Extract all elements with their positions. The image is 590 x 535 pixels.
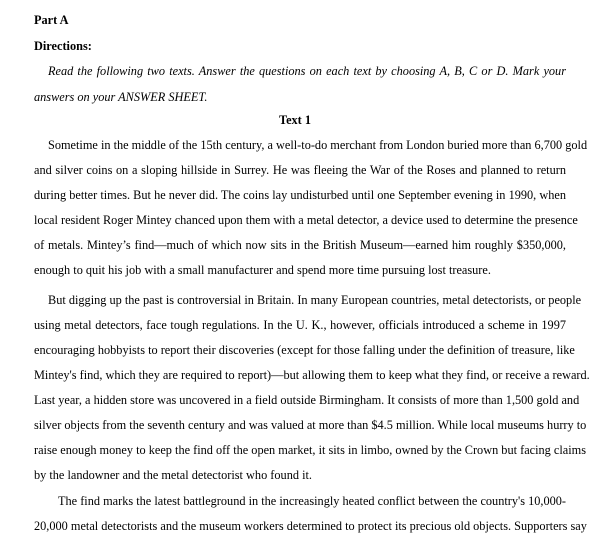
paragraph-1-line-1: Sometime in the middle of the 15th century, a well-to-do merchant from London buried more than 6,700 gold: [48, 138, 588, 152]
paragraph-1-line-6: enough to quit his job with a small manufacturer and spend more time pursuing lost treasure.: [34, 263, 491, 277]
directions-line-1: Read the following two texts. Answer the questions on each text by choosing A, B, C or D. Mark your: [48, 64, 566, 78]
text-title: Text 1: [279, 113, 311, 127]
paragraph-1-line-3: during better times. But he never did. The coins lay undisturbed until one September evening in 1990, when: [34, 188, 566, 202]
paragraph-3-line-2: 20,000 metal detectorists and the museum workers determined to protect its precious old objects. Supporters say: [34, 519, 587, 533]
paragraph-2-line-5: Last year, a hidden store was uncovered in a field outside Birmingham. It consists of more than 1,500 gold and: [34, 393, 580, 407]
paragraph-2-line-1: But digging up the past is controversial in Britain. In many European countries, metal detectorists, or people: [48, 293, 582, 307]
directions-line-2: answers on your ANSWER SHEET.: [34, 90, 208, 104]
paragraph-2-line-3: encouraging hobbyists to report their discoveries (except for those falling under the definition of treasure, like: [34, 343, 575, 357]
paragraph-1-line-2: and silver coins on a sloping hillside in Surrey. He was fleeing the War of the Roses and planned to return: [34, 163, 566, 177]
paragraph-1-line-4: local resident Roger Mintey chanced upon them with a metal detector, a device used to determine the presence: [34, 213, 578, 227]
paragraph-2-line-4: Mintey's find, which they are required to report)—but allowing them to keep what they find, or receive a reward.: [34, 368, 590, 382]
paragraph-1-line-5: of metals. Mintey’s find—much of which now sits in the British Museum—earned him roughly $350,000,: [34, 238, 566, 252]
paragraph-2-line-7: raise enough money to keep the find off the open market, it sits in limbo, owned by the Crown but facing claims: [34, 443, 586, 457]
paragraph-3-line-1: The find marks the latest battleground in the increasingly heated conflict between the country's 10,000-: [58, 494, 566, 508]
directions-heading: Directions:: [34, 39, 92, 53]
paragraph-2-line-8: by the landowner and the metal detectorist who found it.: [34, 468, 312, 482]
paragraph-2-line-2: using metal detectors, face tough regulations. In the U. K., however, officials introduced a scheme in 1997: [34, 318, 566, 332]
part-heading: Part A: [34, 13, 69, 27]
paragraph-2-line-6: silver objects from the seventh century and was valued at more than $4.5 million. While local museums hurry to: [34, 418, 587, 432]
